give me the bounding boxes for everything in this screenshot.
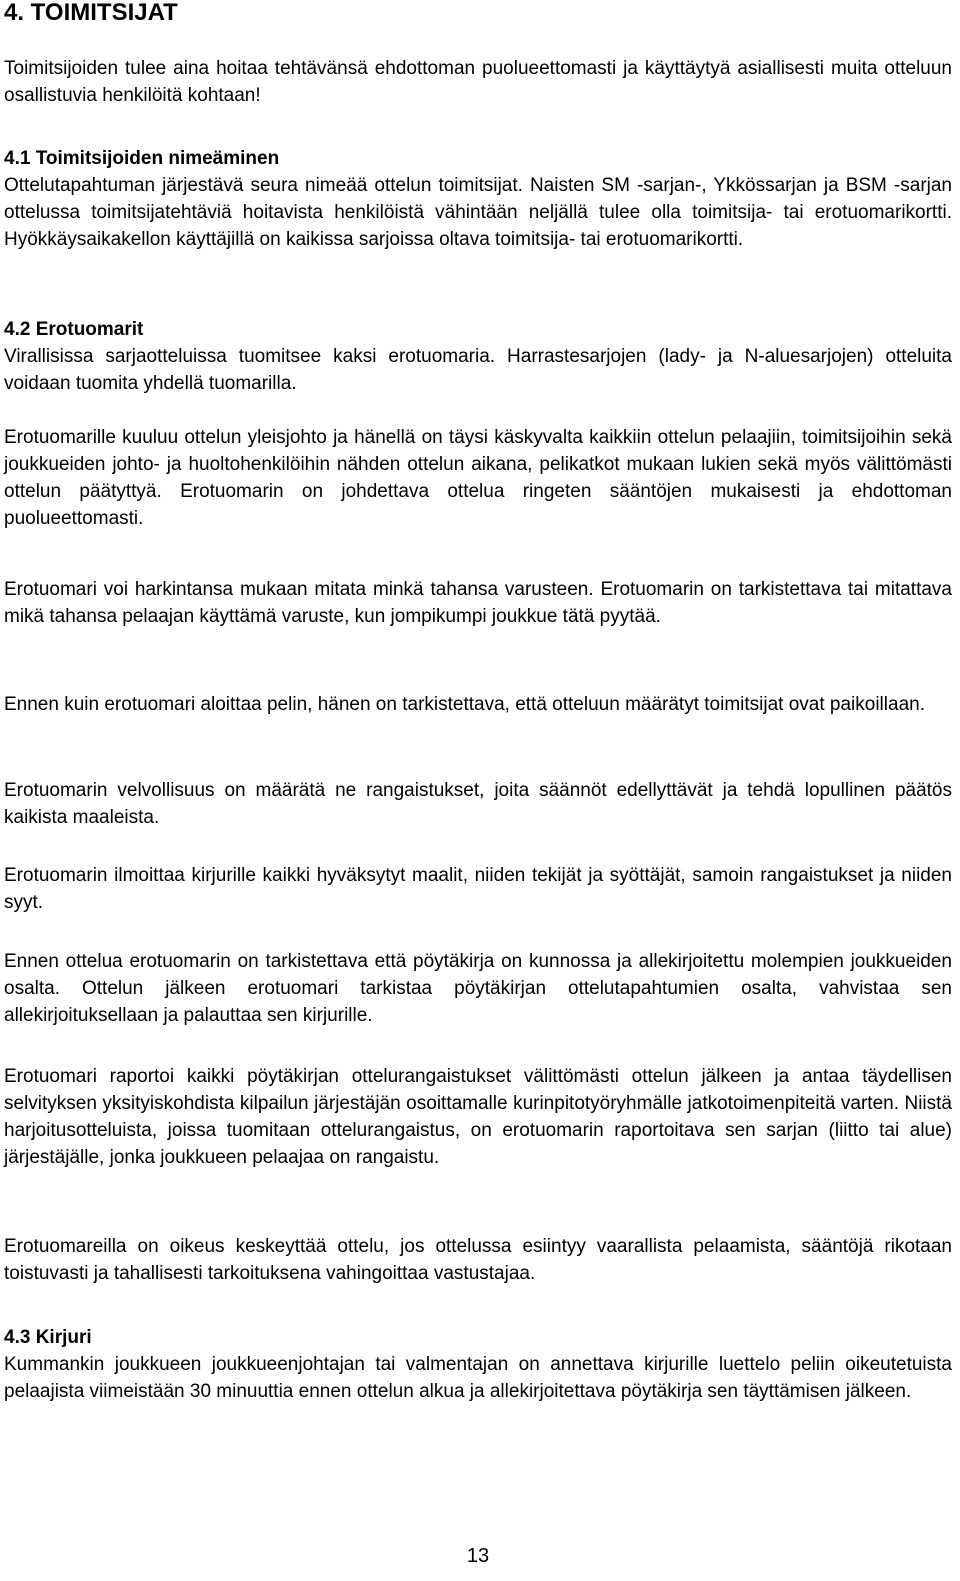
section-4-1-text: Ottelutapahtuman järjestävä seura nimeää ottelun toimitsijat. Naisten SM -sarjan-, Ykkössarjan ja BSM -sarjan ottelussa toimitsijatehtäviä hoitavista henkilöistä vähintään neljällä tulee olla toimitsija- tai erotuomarikortti. Hyökkäysaikakellon käyttäjillä on kaikissa sarjoissa oltava toimitsija- tai erotuomarikortti.: [4, 175, 952, 250]
section-4-3-title: 4.3 Kirjuri: [4, 1327, 92, 1348]
section-4-2-paragraph-2: Erotuomari voi harkintansa mukaan mitata minkä tahansa varusteen. Erotuomarin on tarkistettava tai mitattava mikä tahansa pelaajan käyttämä varuste, kun jompikumpi joukkue tätä pyytää.: [4, 579, 952, 627]
section-4-2-text: Virallisissa sarjaotteluissa tuomitsee kaksi erotuomaria. Harrastesarjojen (lady- ja N-aluesarjojen) otteluita voidaan tuomita yhdellä tuomarilla.: [4, 346, 952, 394]
section-4-3: [4, 1324, 952, 1405]
section-4-2-paragraph-8: Erotuomareilla on oikeus keskeyttää ottelu, jos ottelussa esiintyy vaarallista pelaamista, sääntöjä rikotaan toistuvasti ja tahallisesti tarkoituksena vahingoittaa vastustajaa.: [4, 1236, 952, 1284]
section-4-1-title: 4.1 Toimitsijoiden nimeäminen: [4, 148, 280, 169]
intro-paragraph: Toimitsijoiden tulee aina hoitaa tehtävänsä ehdottoman puolueettomasti ja käyttäytyä asiallisesti muita otteluun osallistuvia henkilöitä kohtaan!: [4, 58, 952, 106]
section-4-2: [4, 316, 952, 397]
section-4-2-paragraph-6: Ennen ottelua erotuomarin on tarkistettava että pöytäkirja on kunnossa ja allekirjoitettu molempien joukkueiden osalta. Ottelun jälkeen erotuomari tarkistaa pöytäkirjan ottelutapahtumien osalta, vahvistaa sen allekirjoituksellaan ja palauttaa sen kirjurille.: [4, 951, 952, 1026]
section-4-2-paragraph-3: Ennen kuin erotuomari aloittaa pelin, hänen on tarkistettava, että otteluun määrätyt toimitsijat ovat paikoillaan.: [4, 694, 925, 715]
section-4-2-title: 4.2 Erotuomarit: [4, 319, 144, 340]
section-4-1: [4, 145, 952, 253]
section-4-2-paragraph-1: Erotuomarille kuuluu ottelun yleisjohto ja hänellä on täysi käskyvalta kaikkiin ottelun pelaajiin, toimitsijoihin sekä joukkueiden johto- ja huoltohenkilöihin nähden ottelun aikana, pelikatkot mukaan lukien sekä myös välittömästi ottelun päätyttyä. Erotuomarin on johdettava ottelua ringeten sääntöjen mukaisesti ja ehdottoman puolueettomasti.: [4, 427, 952, 529]
page-number: 13: [466, 1545, 490, 1567]
page-heading: 4. TOIMITSIJAT: [4, 0, 178, 26]
section-4-2-paragraph-7: Erotuomari raportoi kaikki pöytäkirjan ottelurangaistukset välittömästi ottelun jälkeen ja antaa täydellisen selvityksen yksityiskohdista kilpailun järjestäjän osoittamalle kurinpitotyöryhmälle jatkotoimenpiteitä varten. Niistä harjoitusotteluista, joissa tuomitaan ottelurangaistus, on erotuomarin raportoitava sen sarjan (liitto tai alue) järjestäjälle, jonka joukkueen pelaajaa on rangaistu.: [4, 1066, 952, 1168]
section-4-2-paragraph-5: Erotuomarin ilmoittaa kirjurille kaikki hyväksytyt maalit, niiden tekijät ja syöttäjät, samoin rangaistukset ja niiden syyt.: [4, 865, 952, 913]
section-4-3-text: Kummankin joukkueen joukkueenjohtajan tai valmentajan on annettava kirjurille luettelo peliin oikeutetuista pelaajista viimeistään 30 minuuttia ennen ottelun alkua ja allekirjoitettava pöytäkirja sen täyttämisen jälkeen.: [4, 1354, 952, 1402]
section-4-2-paragraph-4: Erotuomarin velvollisuus on määrätä ne rangaistukset, joita säännöt edellyttävät ja tehdä lopullinen päätös kaikista maaleista.: [4, 780, 952, 828]
